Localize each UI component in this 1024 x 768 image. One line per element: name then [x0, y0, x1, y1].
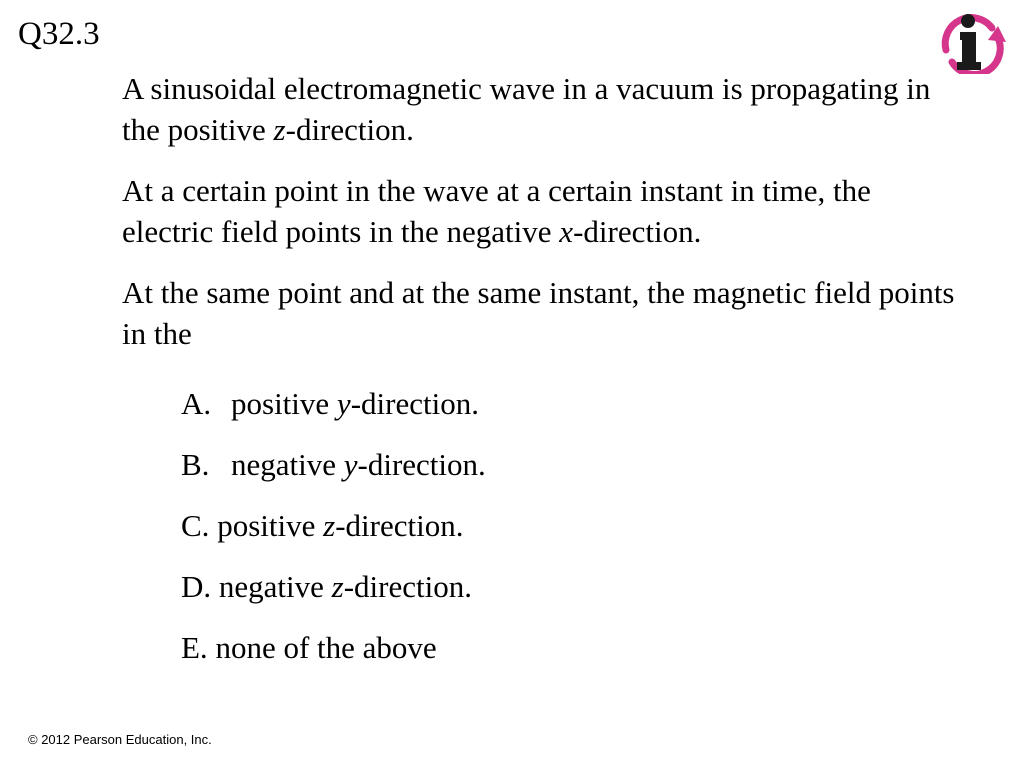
option-b[interactable]: B. negative y-direction.: [181, 447, 486, 482]
option-a[interactable]: A. positive y-direction.: [181, 386, 479, 421]
option-e[interactable]: E. none of the above: [181, 630, 437, 665]
answer-options: [181, 383, 881, 688]
question-text: [122, 68, 962, 374]
option-d[interactable]: D. negative z-direction.: [181, 569, 472, 604]
question-paragraph-1: A sinusoidal electromagnetic wave in a vacuum is propagating in the positive z-direction.: [122, 71, 931, 147]
option-c[interactable]: C. positive z-direction.: [181, 508, 464, 543]
question-paragraph-2: At a certain point in the wave at a certain instant in time, the electric field points in the negative x-direction.: [122, 173, 871, 249]
question-paragraph-3: At the same point and at the same instant, the magnetic field points in the: [122, 275, 955, 351]
copyright-notice: © 2012 Pearson Education, Inc.: [28, 732, 212, 747]
slide-id: Q32.3: [18, 16, 100, 52]
info-person-icon: [936, 12, 1008, 74]
